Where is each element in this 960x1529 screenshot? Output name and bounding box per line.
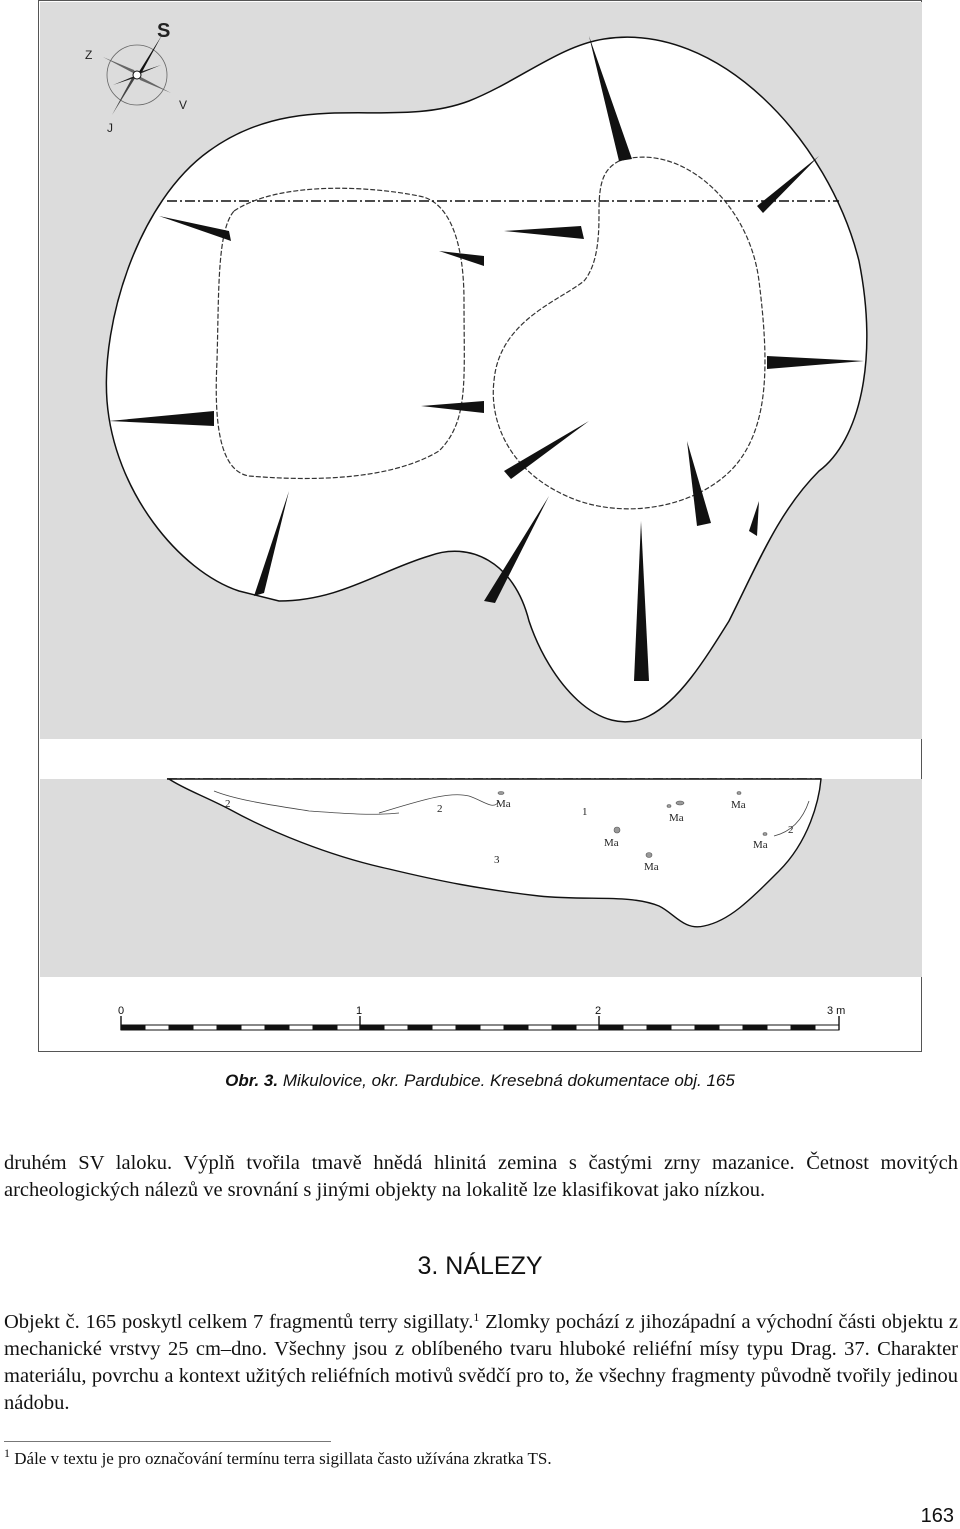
section-label-2b: 2: [437, 803, 443, 815]
scale-tick-2: 2: [595, 1005, 602, 1017]
scale-tick-0: 0: [118, 1005, 125, 1017]
section-label-1: 1: [582, 806, 588, 818]
inner-lobe-west: [216, 188, 464, 478]
body-paragraph-2: [4, 1309, 958, 1417]
section-label-3: 3: [494, 854, 500, 866]
scale-tick-1: 1: [356, 1005, 363, 1017]
footnote-divider: [4, 1441, 331, 1442]
caption-label: Obr. 3.: [225, 1071, 279, 1090]
footnote-ref[interactable]: 1: [473, 1310, 480, 1324]
scale-bar: [121, 1016, 839, 1030]
caption-text: Mikulovice, okr. Pardubice. Kresebná dokumentace obj. 165: [278, 1071, 735, 1090]
scale-tick-3: 3 m: [827, 1005, 846, 1017]
paragraph-2-rest: Zlomky pochází z jihozápadní a východní části objektu z mechanické vrstvy 25 cm–dno. Všechny jsou z oblíbeného tvaru hluboké reliéfní mísy typu Drag. 37. Charakter materiálu, povrchu a kontext užitých reliéfních motivů svědčí pro to, že všechny fragmenty původně tvořily jedinou nádobu.: [4, 1311, 958, 1414]
footnote-text: Dále v textu je pro označování termínu terra sigillata často užívána zkratka TS.: [10, 1449, 552, 1468]
section-label-ma: Ma: [496, 798, 511, 810]
footnote: [4, 1446, 552, 1469]
paragraph-2-start: Objekt č. 165 poskytl celkem 7 fragmentů terry sigillaty.: [4, 1311, 474, 1333]
figure-caption: [0, 1071, 960, 1091]
figure-frame: [38, 0, 922, 1052]
page-number: 163: [920, 1505, 954, 1527]
footnote-number: 1: [4, 1446, 10, 1460]
section-label-ma: Ma: [669, 812, 684, 824]
body-paragraph-1: druhém SV laloku. Výplň tvořila tmavě hnědá hlinitá zemina s častými zrny mazanice. Četnost movitých archeologických nálezů ve srovnání s jinými objekty na lokalitě lze klasifikovat jako nízkou.: [4, 1152, 958, 1201]
compass-north-label: S: [157, 20, 171, 42]
section-label-ma: Ma: [731, 799, 746, 811]
compass-west-label: Z: [85, 48, 93, 62]
section-label-ma: Ma: [753, 839, 768, 851]
compass-south-label: J: [107, 121, 113, 135]
section-label-ma: Ma: [644, 861, 659, 873]
plan-drawing: [39, 1, 923, 1053]
section-label-ma: Ma: [604, 837, 619, 849]
section-heading: 3. NÁLEZY: [417, 1252, 543, 1280]
compass-east-label: V: [179, 98, 188, 112]
section-label-2c: 2: [788, 824, 794, 836]
section-label-2a: 2: [225, 798, 231, 810]
